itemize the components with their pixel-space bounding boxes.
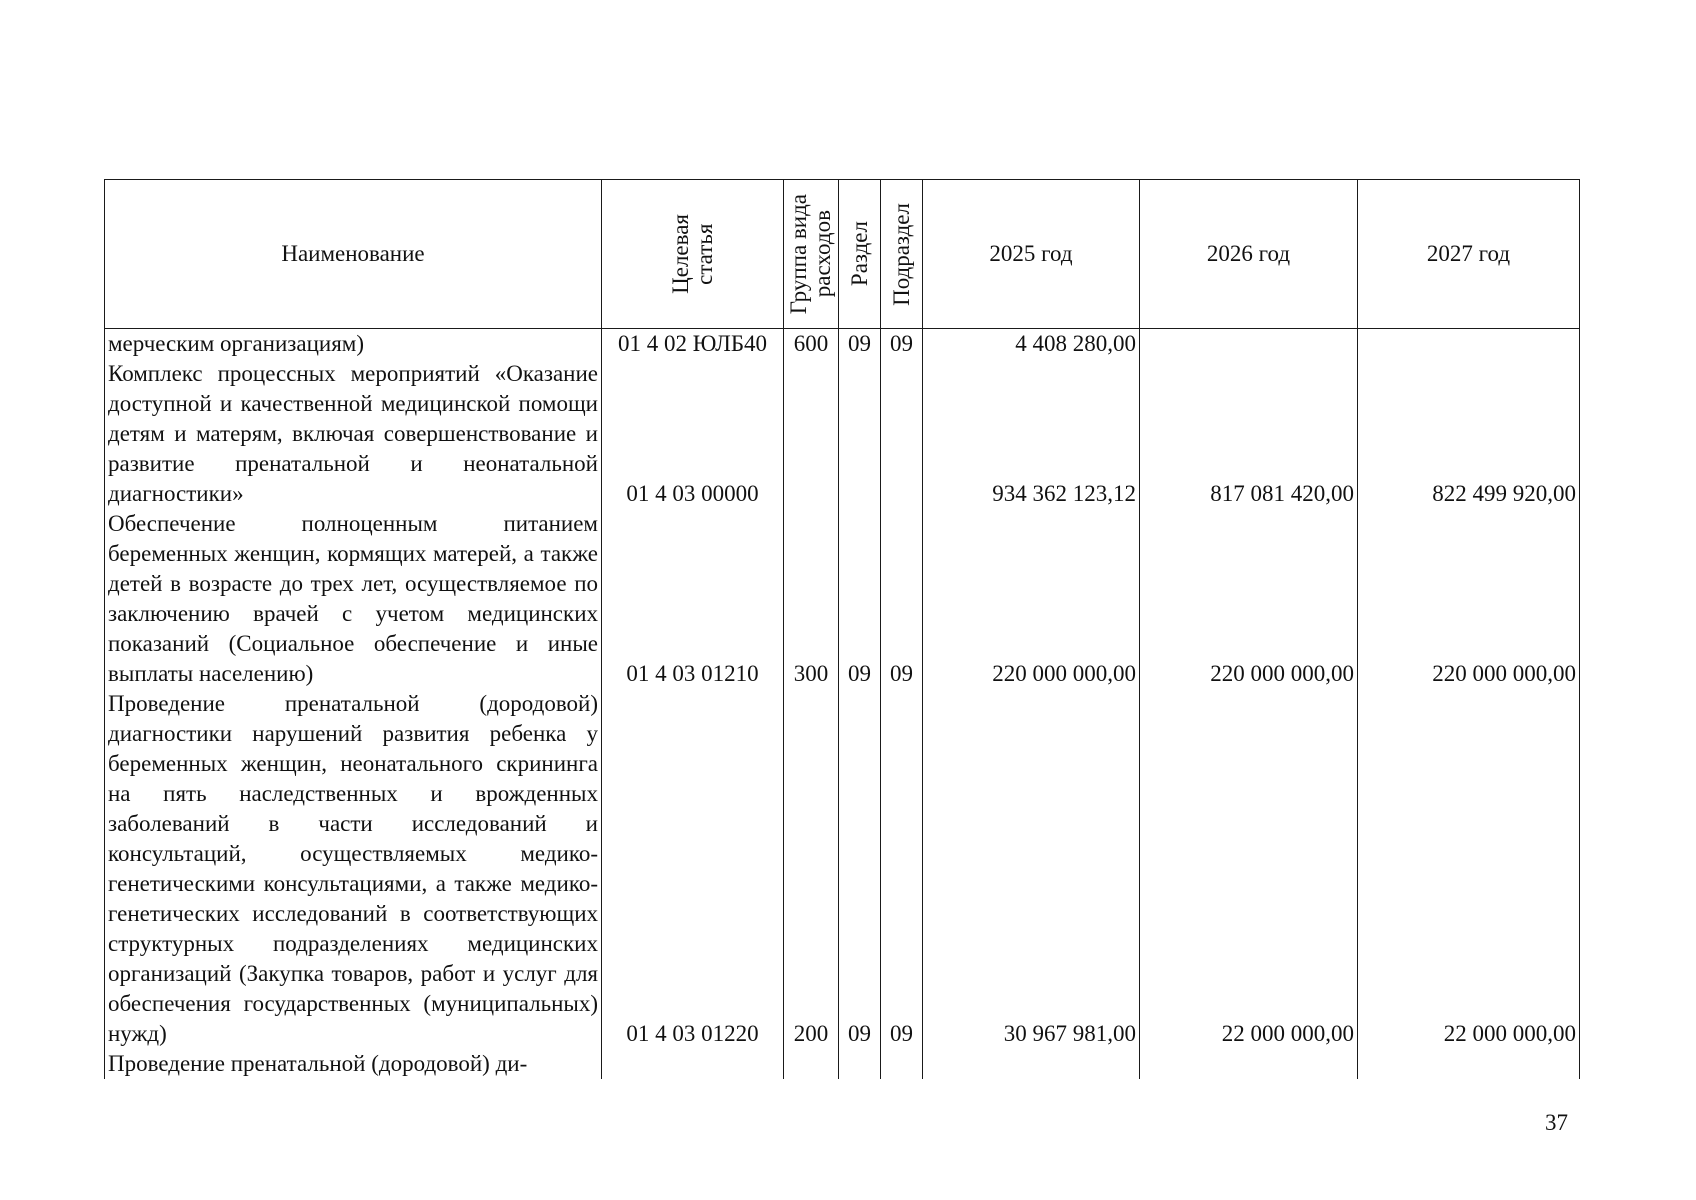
- row-target: [602, 1049, 784, 1079]
- row-subsection: 09: [881, 509, 923, 689]
- row-y2027: 822 499 920,00: [1358, 359, 1580, 509]
- row-section: [839, 359, 881, 509]
- row-name: Обеспечение полноценным питанием беременных женщин, кормящих матерей, а также детей в возрасте до трех лет, осуществляемое по заключению врачей с учетом медицинских показаний (Социальное обеспечение и иные выплаты населению): [105, 509, 602, 689]
- row-group: [784, 1049, 839, 1079]
- row-y2027: 22 000 000,00: [1358, 689, 1580, 1049]
- row-name: Проведение пренатальной (дородовой) диагностики нарушений развития ребенка у беременных женщин, неонатального скрининга на пять наследственных и врожденных заболеваний в части исследований и консультаций, осуществляемых медико-генетическими консультациями, а также медико-генетических исследований в соответствующих структурных подразделениях медицинских организаций (Закупка товаров, работ и услуг для обеспечения государственных (муниципальных) нужд): [105, 689, 602, 1049]
- header-group-label: Группа вида расходов: [786, 193, 835, 315]
- row-y2025: [923, 1049, 1140, 1079]
- header-section-label: Раздел: [846, 221, 872, 287]
- row-section: 09: [839, 509, 881, 689]
- row-target: 01 4 03 01220: [602, 689, 784, 1049]
- table-row: [105, 689, 1580, 1049]
- row-y2027: [1358, 329, 1580, 360]
- row-section: 09: [839, 689, 881, 1049]
- row-name: мерческим организациям): [105, 329, 602, 360]
- row-y2025: 934 362 123,12: [923, 359, 1140, 509]
- row-name: Проведение пренатальной (дородовой) ди-: [105, 1049, 602, 1079]
- row-section: 09: [839, 329, 881, 360]
- row-group: [784, 359, 839, 509]
- row-subsection: 09: [881, 329, 923, 360]
- row-name: Комплекс процессных мероприятий «Оказание доступной и качественной медицинской помощи детям и матерям, включая совершенствование и развитие пренатальной и неонатальной диагностики»: [105, 359, 602, 509]
- header-subsection-label: Подраздел: [888, 202, 914, 306]
- row-y2026: [1140, 329, 1358, 360]
- header-y2026: 2026 год: [1140, 180, 1358, 329]
- row-subsection: 09: [881, 689, 923, 1049]
- row-group: 200: [784, 689, 839, 1049]
- header-target-label: Целевая статья: [667, 214, 717, 294]
- table-row: [105, 359, 1580, 509]
- row-subsection: [881, 1049, 923, 1079]
- table-row: [105, 1049, 1580, 1079]
- table-row: [105, 329, 1580, 360]
- row-y2026: 22 000 000,00: [1140, 689, 1358, 1049]
- row-y2026: 220 000 000,00: [1140, 509, 1358, 689]
- row-y2027: [1358, 1049, 1580, 1079]
- page-number: 37: [1545, 1110, 1568, 1135]
- row-group: 600: [784, 329, 839, 360]
- row-y2025: 220 000 000,00: [923, 509, 1140, 689]
- budget-table: [104, 179, 1580, 1079]
- header-section: [839, 180, 881, 329]
- row-target: 01 4 03 00000: [602, 359, 784, 509]
- row-target: 01 4 02 ЮЛБ40: [602, 329, 784, 360]
- header-y2027: 2027 год: [1358, 180, 1580, 329]
- row-group: 300: [784, 509, 839, 689]
- row-y2025: 30 967 981,00: [923, 689, 1140, 1049]
- row-y2026: 817 081 420,00: [1140, 359, 1358, 509]
- header-target: [602, 180, 784, 329]
- row-section: [839, 1049, 881, 1079]
- table-row: [105, 509, 1580, 689]
- row-subsection: [881, 359, 923, 509]
- table-header-row: [105, 180, 1580, 329]
- header-name: Наименование: [105, 180, 602, 329]
- row-target: 01 4 03 01210: [602, 509, 784, 689]
- row-y2026: [1140, 1049, 1358, 1079]
- header-group: [784, 180, 839, 329]
- header-subsection: [881, 180, 923, 329]
- row-y2025: 4 408 280,00: [923, 329, 1140, 360]
- header-y2025: 2025 год: [923, 180, 1140, 329]
- row-y2027: 220 000 000,00: [1358, 509, 1580, 689]
